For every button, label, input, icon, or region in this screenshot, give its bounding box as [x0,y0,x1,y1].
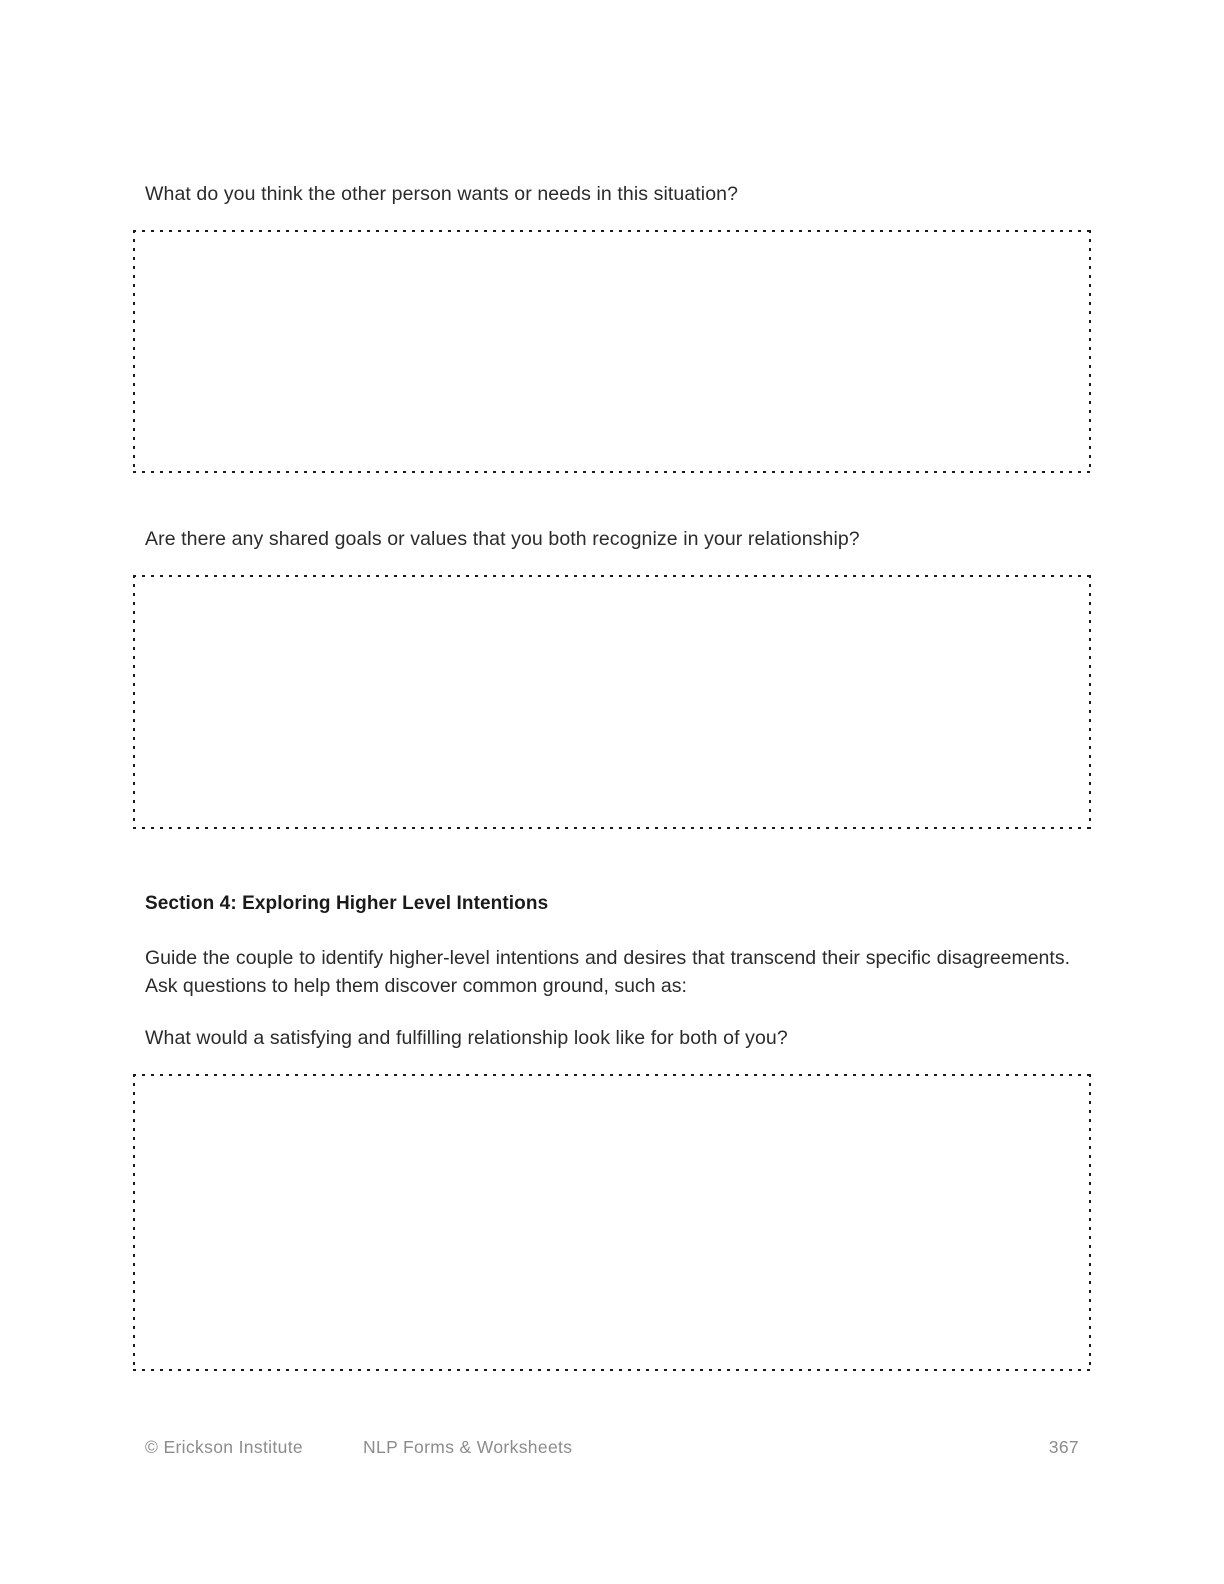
section-heading: Section 4: Exploring Higher Level Intentions [145,893,549,914]
section-intro-paragraph: Guide the couple to identify higher-level intentions and desires that transcend their specific disagreements. Ask questions to help them discover common ground, such as: [145,947,1070,998]
page-footer [145,1437,1079,1458]
footer-copyright: © Erickson Institute [145,1437,304,1457]
footer-page-number: 367 [1048,1437,1079,1457]
question-label-2: Are there any shared goals or values that you both recognize in your relationship? [145,528,860,550]
answer-field-2[interactable] [133,575,1091,829]
footer-title: NLP Forms & Worksheets [363,1437,573,1457]
answer-field-1[interactable] [133,230,1091,473]
question-label-1: What do you think the other person wants or needs in this situation? [145,183,739,205]
answer-field-3[interactable] [133,1074,1091,1371]
question-label-3: What would a satisfying and fulfilling relationship look like for both of you? [145,1027,788,1049]
